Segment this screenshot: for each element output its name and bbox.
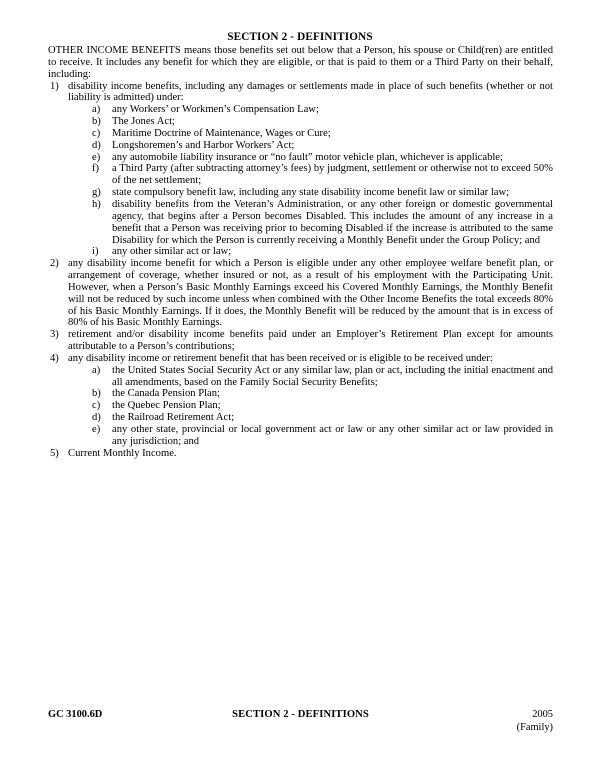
sublist-marker: c)	[92, 127, 101, 139]
sublist-marker: h)	[92, 198, 101, 210]
definition-subitem	[92, 424, 553, 448]
definition-subitem	[92, 104, 553, 116]
definition-item	[48, 258, 553, 329]
definition-subitem-text: a Third Party (after subtracting attorney’s fees) by judgment, settlement or otherwise not to exceed 50% of the net settlement;	[112, 163, 553, 187]
footer-section-title: SECTION 2 - DEFINITIONS	[232, 709, 369, 720]
document-body	[48, 45, 553, 460]
footer-row	[48, 709, 553, 733]
sublist-marker: a)	[92, 104, 101, 116]
definition-subitem-text: any automobile liability insurance or “no fault” motor vehicle plan, whichever is applicable;	[112, 151, 503, 163]
definition-subitem-text: the Quebec Pension Plan;	[112, 400, 221, 412]
sublist-marker: b)	[92, 116, 101, 128]
definition-item-text: any disability income or retirement benefit that has been received or is eligible to be received under:	[68, 352, 493, 364]
definition-subitem	[92, 388, 553, 400]
list-marker: 4)	[50, 352, 59, 364]
definition-subitem-text: any Workers’ or Workmen’s Compensation Law;	[112, 104, 319, 116]
sublist-marker: a)	[92, 364, 101, 376]
definition-subitem	[92, 199, 553, 246]
definition-subitem	[92, 140, 553, 152]
definition-subitem-text: any other similar act or law;	[112, 246, 232, 258]
sublist-marker: d)	[92, 139, 101, 151]
definitions-list	[48, 81, 553, 460]
sublist-marker: e)	[92, 151, 101, 163]
definition-subitem	[92, 187, 553, 199]
definition-subitem-text: the United States Social Security Act or any similar law, plan or act, including the initial enactment and all amendments, based on the Family Social Security Benefits;	[112, 364, 553, 388]
sublist-marker: b)	[92, 388, 101, 400]
sublist-marker: g)	[92, 187, 101, 199]
definition-subitem	[92, 246, 553, 258]
definition-item-text: any disability income benefit for which a Person is eligible under any other employee welfare benefit plan, or arrangement of coverage, whether insured or not, as a result of his employment with the Participating Unit. However, when a Person’s Basic Monthly Earnings exceed his Covered Monthly Earnings, the Monthly Benefit will not be reduced by such income unless when combined with the Other Income Benefits the total exceeds 80% of his Basic Monthly Earnings. If it does, the Monthly Benefit will be reduced by the amount that is in excess of 80% of his Basic Monthly Earnings.	[68, 258, 553, 329]
definition-subitem	[92, 152, 553, 164]
footer-form-number: GC 3100.6D	[48, 709, 103, 720]
sublist-marker: f)	[92, 163, 100, 175]
definition-item	[48, 353, 553, 448]
definition-subitem-text: Maritime Doctrine of Maintenance, Wages or Cure;	[112, 127, 331, 139]
definition-subitem	[92, 400, 553, 412]
definition-subitem-text: any other state, provincial or local government act or law or any other similar act or law provided in any jurisdiction; and	[112, 424, 553, 447]
definition-subitem-text: Longshoremen’s and Harbor Workers’ Act;	[112, 139, 295, 151]
definition-item	[48, 448, 553, 460]
sublist-marker: e)	[92, 424, 101, 435]
definition-subitem	[92, 116, 553, 128]
definition-subitem-text: the Railroad Retirement Act;	[112, 412, 235, 424]
definition-subitem	[92, 412, 553, 424]
definition-subitem	[92, 128, 553, 140]
definition-item	[48, 329, 553, 353]
definition-item-text: disability income benefits, including any damages or settlements made in place of such benefits (whether or not liability is admitted) under:	[68, 80, 553, 104]
list-marker: 3)	[50, 329, 59, 341]
definition-sublist	[68, 365, 553, 448]
definition-sublist	[68, 104, 553, 258]
sublist-marker: c)	[92, 400, 101, 412]
footer-variant: (Family)	[516, 722, 553, 733]
list-marker: 2)	[50, 258, 59, 270]
definition-item-text: retirement and/or disability income benefits paid under an Employer’s Retirement Plan except for amounts attributable to a Person’s contributions;	[68, 329, 553, 353]
definition-subitem-text: state compulsory benefit law, including any state disability income benefit law or similar law;	[112, 187, 510, 199]
definition-subitem-text: disability benefits from the Veteran’s Administration, or any other foreign or domestic governmental agency, that begins after a Person becomes Disabled. This includes the amount of any increase in a benefit that a Person was receiving prior to becoming Disabled if the increase is attributed to the same Disability for which the Person is currently receiving a Monthly Benefit under the Group Policy; and	[112, 198, 553, 246]
definition-item-text: Current Monthly Income.	[68, 447, 177, 459]
definition-subitem	[92, 365, 553, 389]
footer-year: 2005	[532, 709, 553, 720]
sublist-marker: d)	[92, 412, 101, 424]
definition-item	[48, 81, 553, 259]
definition-subitem	[92, 163, 553, 187]
list-marker: 1)	[50, 80, 59, 92]
list-marker: 5)	[50, 447, 59, 459]
sublist-marker: i)	[92, 246, 99, 258]
definition-subitem-text: The Jones Act;	[112, 116, 175, 128]
definition-subitem-text: the Canada Pension Plan;	[112, 388, 220, 400]
page-footer	[48, 709, 553, 749]
page-title: SECTION 2 - DEFINITIONS	[227, 31, 373, 43]
lead-paragraph: OTHER INCOME BENEFITS means those benefits set out below that a Person, his spouse or Child(ren) are entitled to receive. It includes any benefit for which they are eligible, or that is paid to them or a Third Party on their behalf, including:	[48, 45, 553, 80]
